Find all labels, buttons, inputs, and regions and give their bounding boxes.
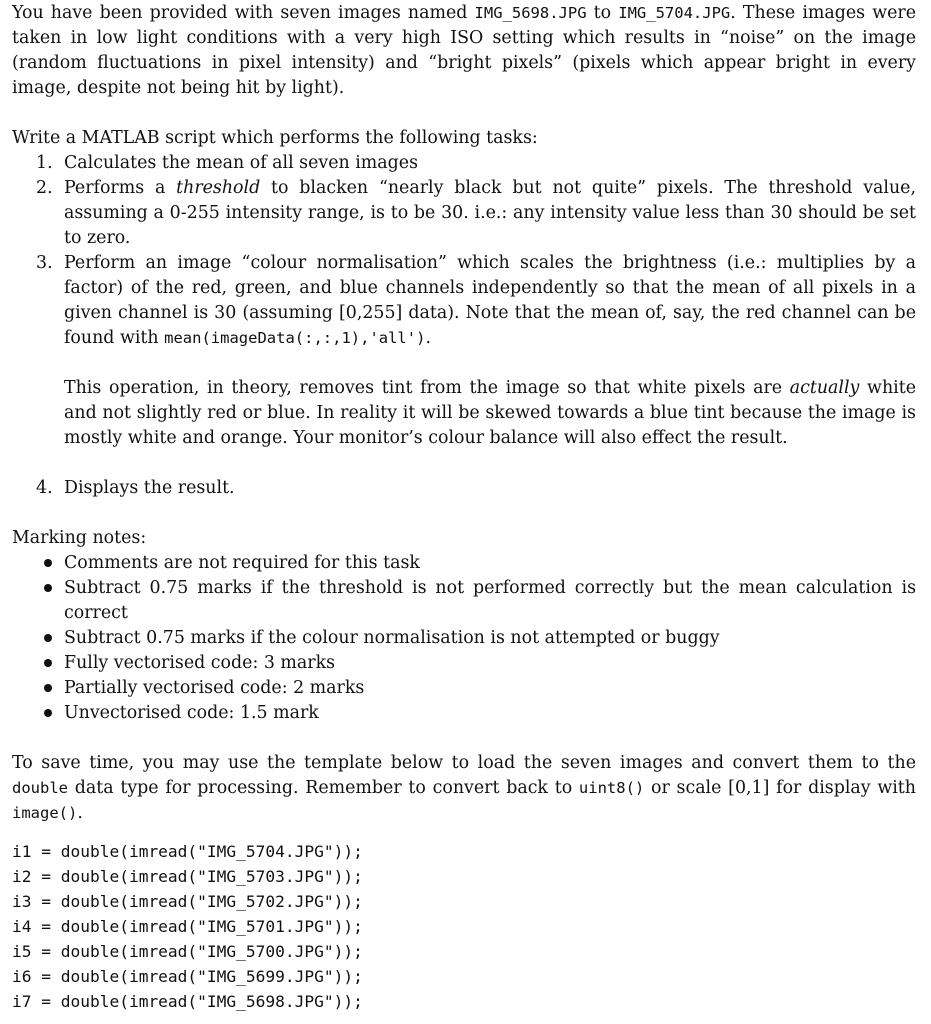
template-note-code-uint8: uint8() [578,779,645,797]
task-3-paragraph-2 [64,376,916,451]
marking-item: Comments are not required for this task [64,553,420,573]
task-3-number: 3. [36,253,53,273]
template-note-code-image: image() [12,804,78,822]
task-3-p2-emphasis: actually [789,378,860,398]
template-note-text-3: or scale [0,1] for display with [644,778,916,798]
code-line: i3 = double(imread("IMG_5702.JPG")); [12,892,363,911]
code-line: i5 = double(imread("IMG_5700.JPG")); [12,942,363,961]
bullet-icon [44,709,52,717]
task-3-p2-text-a: This operation, in theory, removes tint from the image so that white pixels are [64,378,790,398]
task-4-text: Displays the result. [64,478,235,498]
task-3-text-b: . [425,328,431,348]
template-note [12,751,916,826]
marking-item: Fully vectorised code: 3 marks [64,653,336,673]
intro-text-2: to [586,3,619,23]
task-3-text [64,251,916,351]
task-2-emphasis: threshold [176,178,261,198]
task-1-text: Calculates the mean of all seven images [64,153,419,173]
code-line: i1 = double(imread("IMG_5704.JPG")); [12,842,363,861]
intro-text-1: You have been provided with seven images named [12,3,475,23]
task-1-number: 1. [36,153,53,173]
bullet-icon [44,559,52,567]
bullet-icon [44,634,52,642]
marking-notes-title: Marking notes: [12,528,147,548]
template-note-text-4: . [77,803,83,823]
task-3-code: mean(imageData(:,:,1),'all') [164,329,426,347]
intro-filename-last: IMG_5704.JPG [618,4,731,22]
task-3-p2-text-b: white and not slightly red or blue. In reality it will be skewed towards a blue tint because the image is mostly white and orange. Your monitor’s colour balance will also effect the result. [64,378,916,448]
bullet-icon [44,584,52,592]
task-2-text-b: to blacken “nearly black but not quite” pixels. The threshold value, assuming a 0-255 intensity range, is to be 30. i.e.: any intensity value less than 30 should be set to zero. [64,178,916,248]
bullet-icon [44,659,52,667]
marking-item: Subtract 0.75 marks if the threshold is not performed correctly but the mean calculation is correct [64,578,916,623]
task-2-number: 2. [36,178,53,198]
intro-text-3: . These images were taken in low light conditions with a very high ISO setting which results in “noise” on the image (random fluctuations in pixel intensity) and “bright pixels” (pixels which appear bright in every image, despite not being hit by light). [12,3,917,98]
code-line: i4 = double(imread("IMG_5701.JPG")); [12,917,363,936]
task-3-text-a: Perform an image “colour normalisation” which scales the brightness (i.e.: multiplies by a factor) of the red, green, and blue channels independently so that the mean of all pixels in a given channel is 30 (assuming [0,255] data). Note that the mean of, say, the red channel can be found with [64,253,916,348]
code-line: i7 = double(imread("IMG_5698.JPG")); [12,992,363,1011]
marking-item: Partially vectorised code: 2 marks [64,678,365,698]
marking-item: Unvectorised code: 1.5 mark [64,703,319,723]
code-line: i2 = double(imread("IMG_5703.JPG")); [12,867,363,886]
tasks-intro: Write a MATLAB script which performs the following tasks: [12,128,538,148]
task-4-number: 4. [36,478,53,498]
intro-filename-first: IMG_5698.JPG [474,4,587,22]
intro-paragraph [12,1,916,101]
code-line: i6 = double(imread("IMG_5699.JPG")); [12,967,363,986]
bullet-icon [44,684,52,692]
task-2-text-a: Performs a [64,178,177,198]
marking-item: Subtract 0.75 marks if the colour normalisation is not attempted or buggy [64,628,720,648]
template-note-text-1: To save time, you may use the template below to load the seven images and convert them to the [12,753,916,773]
task-2-text [64,176,916,251]
template-note-text-2: data type for processing. Remember to convert back to [68,778,579,798]
template-note-code-double: double [12,779,68,797]
